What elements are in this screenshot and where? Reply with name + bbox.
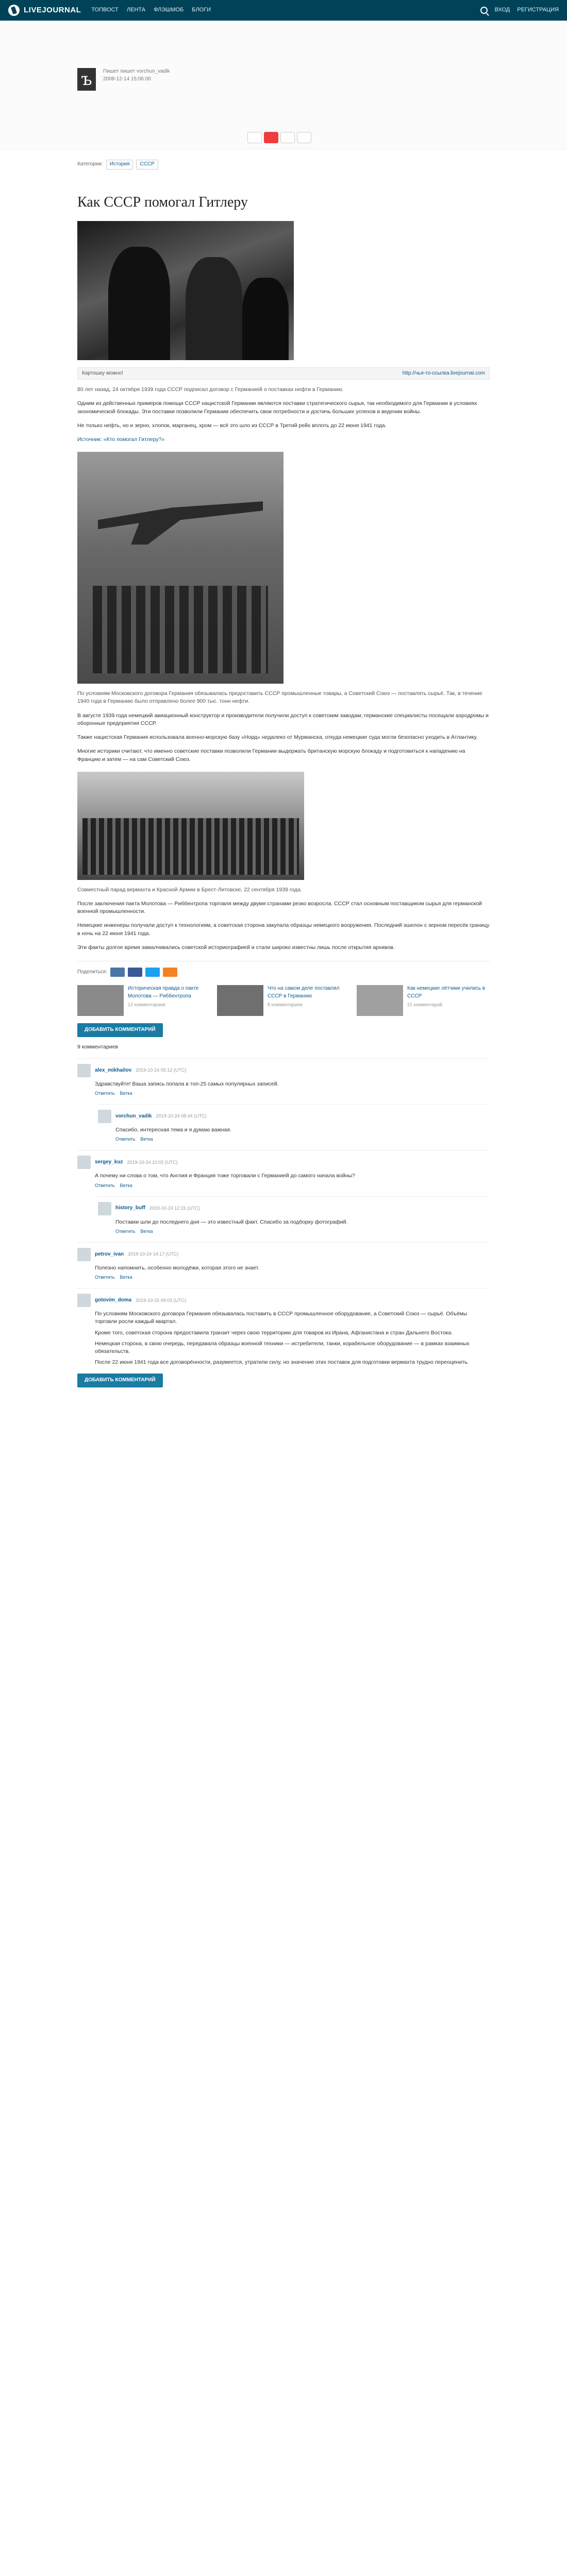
comment-body-2: Кроме того, советская сторона предоставила транзит через свою территорию для товаров из Ирана, Афганистана и стран Дальнего Востока. bbox=[95, 1329, 453, 1336]
caption-3: Совместный парад вермахта и Красной Армии в Брест-Литовске, 22 сентября 1939 года. bbox=[77, 886, 302, 893]
nav-item-feed[interactable]: ЛЕНТА bbox=[126, 7, 146, 13]
avatar[interactable] bbox=[77, 1156, 91, 1169]
share-row bbox=[77, 968, 490, 977]
avatar[interactable] bbox=[77, 1294, 91, 1307]
paragraph-7: Эти факты долгое время замалчивались советской историографией и стали широко известны лишь после открытия архивов. bbox=[77, 944, 395, 951]
comment-body: Полезно напомнить, особенно молодёжи, которая этого не знает. bbox=[95, 1264, 260, 1271]
paragraph-3: Также нацистская Германия использовала военно-морскую базу «Норд» недалеко от Мурманска, откуда немецкие суда могли безопасно уходить в Атлантику. bbox=[77, 734, 478, 741]
journal-owner[interactable]: Пишет пишет vorchun_vadik bbox=[103, 69, 170, 74]
tag-history[interactable]: История bbox=[106, 160, 134, 170]
caption-1: 80 лет назад, 24 октября 1939 года СССР подписал договор с Германией о поставках нефти в Германию. bbox=[77, 386, 344, 393]
thread-link[interactable]: Ветка bbox=[120, 1275, 132, 1280]
related-post[interactable] bbox=[357, 985, 489, 1016]
post-image-2 bbox=[77, 452, 284, 684]
journal-date: 2008-12-14 15:06:00 bbox=[103, 76, 151, 82]
avatar[interactable] bbox=[77, 1064, 91, 1077]
comment-body-1: По условиям Московского договора Германия обязывалась поставить в СССР промышленное оборудование, а Советский Союз — сырьё. Объёмы торговли росли каждый квартал. bbox=[95, 1311, 468, 1325]
comment-date: 2019-10-24 14:17 (UTC) bbox=[128, 1251, 179, 1257]
source-link-anchor[interactable]: Источник: «Кто помогал Гитлеру?» bbox=[77, 436, 165, 443]
twitter-share-icon[interactable] bbox=[145, 968, 160, 977]
comment-body: Поставки шли до последнего дня — это известный факт. Спасибо за подборку фотографий. bbox=[115, 1218, 348, 1225]
register-link[interactable]: РЕГИСТРАЦИЯ bbox=[517, 7, 559, 13]
related-thumbnail bbox=[217, 985, 263, 1016]
related-title[interactable]: Историческая правда о пакте Молотова — Риббентропа bbox=[128, 986, 199, 999]
comment-user[interactable]: history_buff bbox=[115, 1205, 145, 1211]
login-link[interactable]: ВХОД bbox=[494, 7, 510, 13]
comment-body: Здравствуйте! Ваша запись попала в топ-25 самых популярных записей. bbox=[95, 1080, 279, 1087]
next-entry-button[interactable] bbox=[297, 132, 311, 143]
comment bbox=[77, 1150, 490, 1189]
reply-link[interactable]: Ответить bbox=[95, 1090, 115, 1096]
comment bbox=[98, 1196, 490, 1235]
paragraph-2: В августе 1939 года немецкий авиационный конструктор и производители получили доступ к советским заводам; германские специалисты посещали аэродромы и оборонные предприятия СССР. bbox=[77, 712, 489, 726]
journal-avatar[interactable]: ъ bbox=[77, 68, 96, 91]
tags-label: Категории: bbox=[77, 161, 103, 167]
logo-text: LIVEJOURNAL bbox=[24, 6, 81, 15]
add-comment-button[interactable]: ДОБАВИТЬ КОММЕНТАРИЙ bbox=[77, 1023, 163, 1037]
paragraph-1b: Не только нефть, но и зерно, хлопок, марганец, хром — всё это шло из СССР в Третий рейх вплоть до 22 июня 1941 года. bbox=[77, 422, 387, 429]
reply-link[interactable]: Ответить bbox=[95, 1275, 115, 1280]
search-icon[interactable] bbox=[480, 7, 488, 14]
related-title[interactable]: Что на самом деле поставлял СССР в Германию bbox=[268, 986, 340, 999]
comment-user[interactable]: gotovim_doma bbox=[95, 1297, 132, 1303]
journal-meta bbox=[103, 68, 170, 83]
long-comment bbox=[77, 1288, 490, 1366]
comment-date: 2019-10-24 08:44 (UTC) bbox=[156, 1113, 207, 1119]
related-meta: 8 комментариев bbox=[268, 1002, 303, 1008]
livejournal-logo-icon bbox=[8, 5, 20, 16]
livejournal-logo[interactable] bbox=[8, 5, 81, 16]
related-posts bbox=[77, 985, 490, 1016]
thread-link[interactable]: Ветка bbox=[120, 1090, 132, 1096]
thread-link[interactable]: Ветка bbox=[120, 1182, 132, 1188]
comment bbox=[77, 1058, 490, 1097]
paragraph-5: После заключения пакта Молотова — Риббентропа торговля между двумя странами резко возросла. СССР стал основным поставщиком сырья для германской военной промышленности. bbox=[77, 900, 482, 915]
reply-link[interactable]: Ответить bbox=[115, 1137, 136, 1142]
caption-2: По условиям Московского договора Германия обязывалась предоставить СССР промышленные товары, а Советский Союз — поставлять сырьё. Так, в течение 1940 года в Германию было отправлено более 900 тыс. тонн нефти. bbox=[77, 690, 482, 705]
comments-count[interactable]: 9 комментариев bbox=[77, 1043, 119, 1050]
top-nav bbox=[91, 6, 211, 14]
comment-date: 2019-10-24 05:12 (UTC) bbox=[136, 1067, 187, 1073]
comment-user[interactable]: alex_mikhailov bbox=[95, 1067, 132, 1073]
nav-item-top[interactable]: ТОПВОСТ bbox=[91, 7, 119, 13]
post-image-1 bbox=[77, 221, 294, 360]
comment-body-3: Немецкая сторона, в свою очередь, передавала образцы военной техники — истребители, танки, корабельное оборудование — в рамках взаимных обязательств. bbox=[95, 1340, 470, 1354]
nav-item-blogs[interactable]: БЛОГИ bbox=[192, 7, 211, 13]
related-thumbnail bbox=[357, 985, 403, 1016]
journal-header bbox=[77, 68, 490, 91]
share-label: Поделиться: bbox=[77, 969, 107, 975]
paragraph-6: Немецкие инженеры получали доступ к технологиям, а советская сторона закупала образцы немецкого вооружения. Последний эшелон с зерном пересёк границу в ночь на 22 июня 1941 года. bbox=[77, 922, 490, 937]
comment-date: 2019-10-25 09:03 (UTC) bbox=[136, 1297, 187, 1303]
share-button[interactable] bbox=[280, 132, 295, 143]
ok-share-icon[interactable] bbox=[163, 968, 177, 977]
journal-toolbar bbox=[247, 132, 311, 143]
source-link bbox=[77, 436, 490, 444]
reply-link[interactable]: Ответить bbox=[115, 1228, 136, 1234]
tag-ussr[interactable]: СССР bbox=[136, 160, 158, 170]
post-image-3 bbox=[77, 772, 304, 880]
related-thumbnail bbox=[77, 985, 124, 1016]
comment bbox=[77, 1242, 490, 1281]
related-meta: 12 комментариев bbox=[128, 1002, 165, 1008]
paragraph-4: Многие историки считают, что именно советские поставки позволили Германии выдержать британскую морскую блокаду и подготовиться к нападению на Францию и затем — на сам Советский Союз. bbox=[77, 748, 465, 762]
thread-link[interactable]: Ветка bbox=[140, 1228, 153, 1234]
post-tags bbox=[77, 160, 490, 170]
embedded-panel bbox=[77, 367, 490, 380]
main-content bbox=[77, 155, 490, 1387]
comment-user[interactable]: vorchun_vadik bbox=[115, 1113, 152, 1119]
comment-date: 2019-10-24 12:31 (UTC) bbox=[149, 1206, 200, 1211]
comment bbox=[98, 1104, 490, 1143]
avatar[interactable] bbox=[98, 1202, 111, 1215]
comment-user[interactable]: petrov_ivan bbox=[95, 1251, 124, 1257]
vk-share-icon[interactable] bbox=[110, 968, 125, 977]
nav-item-flashmob[interactable]: ФЛЭШМОБ bbox=[154, 7, 184, 13]
add-comment-button-bottom[interactable]: ДОБАВИТЬ КОММЕНТАРИЙ bbox=[77, 1374, 163, 1387]
avatar[interactable] bbox=[77, 1248, 91, 1261]
embedded-panel-label[interactable]: Картошку можно! bbox=[82, 370, 123, 376]
comment-body: А почему ни слова о том, что Англия и Франция тоже торговали с Германией до самого начала войны? bbox=[95, 1173, 355, 1179]
paragraph-1: Одним из действенных примеров помощи СССР нацистской Германии являются поставки стратегического сырья, так необходимого для Германии в условиях экономической блокады. Эти поставки позволили Германии обеспечить свои потребности и достичь больших успехов в ведении войны. bbox=[77, 400, 477, 415]
comment-body-4: После 22 июня 1941 года все договорённости, разумеется, утратили силу, но значение этих поставок для подготовки вермахта трудно переоценить. bbox=[95, 1359, 469, 1366]
facebook-share-icon[interactable] bbox=[128, 968, 142, 977]
embedded-panel-header bbox=[78, 368, 489, 379]
avatar[interactable] bbox=[98, 1110, 111, 1123]
comment-user[interactable]: sergey_kuz bbox=[95, 1159, 123, 1165]
top-bar-right bbox=[480, 6, 559, 14]
post-title: Как СССР помогал Гитлеру bbox=[77, 194, 248, 210]
thread-link[interactable]: Ветка bbox=[140, 1137, 153, 1142]
related-title[interactable]: Как немецкие лётчики учились в СССР bbox=[407, 986, 486, 999]
prev-entry-button[interactable] bbox=[247, 132, 262, 143]
comment-body: Спасибо, интересная тема и я думаю важная. bbox=[115, 1127, 231, 1133]
top-bar bbox=[0, 0, 567, 21]
embedded-panel-link[interactable]: http://чья-то-ссылка.livejournal.com bbox=[402, 370, 485, 376]
reply-link[interactable]: Ответить bbox=[95, 1182, 115, 1188]
related-meta: 21 комментарий bbox=[407, 1002, 442, 1008]
comment-date: 2019-10-24 10:02 (UTC) bbox=[127, 1159, 178, 1165]
heart-icon[interactable] bbox=[264, 132, 278, 143]
related-post[interactable] bbox=[77, 985, 210, 1016]
related-post[interactable] bbox=[217, 985, 349, 1016]
